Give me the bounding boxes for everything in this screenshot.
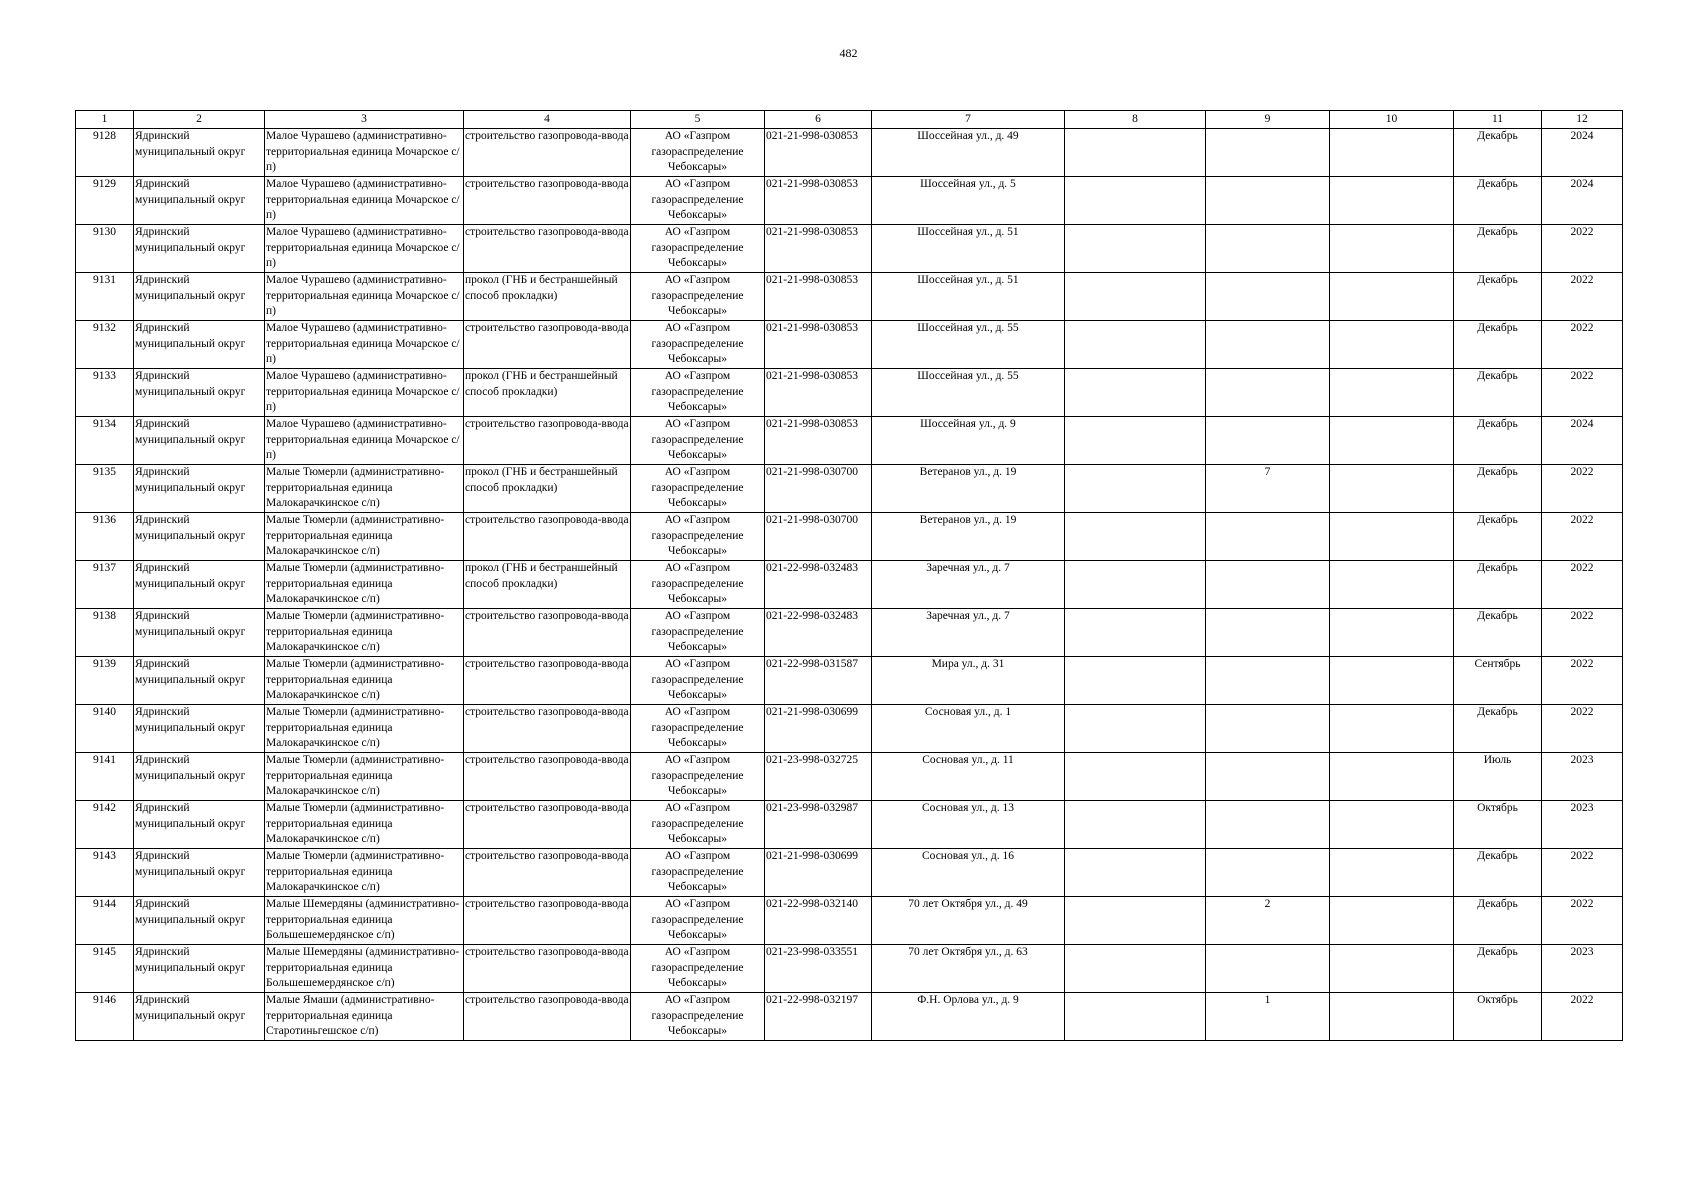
row-number-cell: 9130 [76, 225, 134, 273]
district-cell: Ядринский муниципальный округ [134, 225, 265, 273]
table-row [76, 609, 1623, 657]
row-number-cell: 9143 [76, 849, 134, 897]
organization-cell: АО «Газпром газораспределение Чебоксары» [631, 225, 765, 273]
column-10-cell [1330, 465, 1454, 513]
table-row [76, 705, 1623, 753]
object-code-cell: 021-21-998-030853 [765, 273, 872, 321]
month-cell: Декабрь [1454, 561, 1542, 609]
table-body [76, 129, 1623, 1041]
address-cell: Шоссейная ул., д. 49 [872, 129, 1065, 177]
year-cell: 2022 [1542, 561, 1623, 609]
settlement-cell: Малое Чурашево (административно-территориальная единица Мочарское с/п) [265, 177, 464, 225]
object-code-cell: 021-22-998-032483 [765, 609, 872, 657]
row-number-cell: 9146 [76, 993, 134, 1041]
column-10-cell [1330, 945, 1454, 993]
organization-cell: АО «Газпром газораспределение Чебоксары» [631, 465, 765, 513]
object-code-cell: 021-21-998-030853 [765, 225, 872, 273]
month-cell: Декабрь [1454, 225, 1542, 273]
table-row [76, 897, 1623, 945]
district-cell: Ядринский муниципальный округ [134, 561, 265, 609]
organization-cell: АО «Газпром газораспределение Чебоксары» [631, 561, 765, 609]
column-8-cell [1065, 753, 1206, 801]
month-cell: Октябрь [1454, 993, 1542, 1041]
work-type-cell: строительство газопровода-ввода [464, 801, 631, 849]
year-cell: 2022 [1542, 993, 1623, 1041]
work-type-cell: строительство газопровода-ввода [464, 945, 631, 993]
settlement-cell: Малое Чурашево (административно-территориальная единица Мочарское с/п) [265, 321, 464, 369]
table-row [76, 561, 1623, 609]
address-cell: Заречная ул., д. 7 [872, 609, 1065, 657]
month-cell: Октябрь [1454, 801, 1542, 849]
settlement-cell: Малые Шемердяны (административно-территориальная единица Большешемердянское с/п) [265, 945, 464, 993]
column-9-cell [1206, 369, 1330, 417]
column-10-cell [1330, 849, 1454, 897]
month-cell: Декабрь [1454, 609, 1542, 657]
year-cell: 2022 [1542, 321, 1623, 369]
settlement-cell: Малое Чурашево (административно-территориальная единица Мочарское с/п) [265, 417, 464, 465]
district-cell: Ядринский муниципальный округ [134, 993, 265, 1041]
column-8-cell [1065, 513, 1206, 561]
year-cell: 2022 [1542, 849, 1623, 897]
column-9-cell [1206, 129, 1330, 177]
organization-cell: АО «Газпром газораспределение Чебоксары» [631, 513, 765, 561]
table-row [76, 417, 1623, 465]
work-type-cell: строительство газопровода-ввода [464, 609, 631, 657]
column-9-cell: 7 [1206, 465, 1330, 513]
object-code-cell: 021-21-998-030853 [765, 177, 872, 225]
column-8-cell [1065, 129, 1206, 177]
column-9-cell [1206, 561, 1330, 609]
settlement-cell: Малые Шемердяны (административно-территориальная единица Большешемердянское с/п) [265, 897, 464, 945]
register-table [75, 110, 1623, 1041]
address-cell: Шоссейная ул., д. 55 [872, 369, 1065, 417]
column-9-cell [1206, 753, 1330, 801]
column-9-cell [1206, 849, 1330, 897]
column-10-cell [1330, 321, 1454, 369]
organization-cell: АО «Газпром газораспределение Чебоксары» [631, 945, 765, 993]
column-header-10: 10 [1330, 111, 1454, 129]
table-row [76, 225, 1623, 273]
object-code-cell: 021-22-998-032140 [765, 897, 872, 945]
month-cell: Декабрь [1454, 513, 1542, 561]
settlement-cell: Малое Чурашево (административно-территориальная единица Мочарское с/п) [265, 369, 464, 417]
work-type-cell: строительство газопровода-ввода [464, 129, 631, 177]
column-8-cell [1065, 417, 1206, 465]
address-cell: Шоссейная ул., д. 5 [872, 177, 1065, 225]
row-number-cell: 9134 [76, 417, 134, 465]
organization-cell: АО «Газпром газораспределение Чебоксары» [631, 177, 765, 225]
column-8-cell [1065, 273, 1206, 321]
column-9-cell [1206, 705, 1330, 753]
settlement-cell: Малое Чурашево (административно-территориальная единица Мочарское с/п) [265, 225, 464, 273]
settlement-cell: Малое Чурашево (административно-территориальная единица Мочарское с/п) [265, 129, 464, 177]
settlement-cell: Малые Ямаши (административно-территориальная единица Старотиньгешское с/п) [265, 993, 464, 1041]
column-9-cell [1206, 609, 1330, 657]
table-row [76, 321, 1623, 369]
column-8-cell [1065, 801, 1206, 849]
column-8-cell [1065, 993, 1206, 1041]
year-cell: 2024 [1542, 129, 1623, 177]
settlement-cell: Малые Тюмерли (административно-территориальная единица Малокарачкинское с/п) [265, 513, 464, 561]
organization-cell: АО «Газпром газораспределение Чебоксары» [631, 369, 765, 417]
year-cell: 2022 [1542, 513, 1623, 561]
column-8-cell [1065, 705, 1206, 753]
settlement-cell: Малые Тюмерли (административно-территориальная единица Малокарачкинское с/п) [265, 801, 464, 849]
table-row [76, 177, 1623, 225]
settlement-cell: Малые Тюмерли (административно-территориальная единица Малокарачкинское с/п) [265, 657, 464, 705]
row-number-cell: 9129 [76, 177, 134, 225]
column-header-7: 7 [872, 111, 1065, 129]
object-code-cell: 021-21-998-030699 [765, 849, 872, 897]
district-cell: Ядринский муниципальный округ [134, 753, 265, 801]
year-cell: 2022 [1542, 369, 1623, 417]
work-type-cell: прокол (ГНБ и бестраншейный способ прокладки) [464, 465, 631, 513]
column-10-cell [1330, 417, 1454, 465]
object-code-cell: 021-22-998-032197 [765, 993, 872, 1041]
year-cell: 2022 [1542, 657, 1623, 705]
object-code-cell: 021-23-998-033551 [765, 945, 872, 993]
column-10-cell [1330, 801, 1454, 849]
column-10-cell [1330, 177, 1454, 225]
column-10-cell [1330, 129, 1454, 177]
organization-cell: АО «Газпром газораспределение Чебоксары» [631, 801, 765, 849]
table-row [76, 849, 1623, 897]
work-type-cell: прокол (ГНБ и бестраншейный способ прокладки) [464, 369, 631, 417]
year-cell: 2022 [1542, 705, 1623, 753]
row-number-cell: 9141 [76, 753, 134, 801]
object-code-cell: 021-21-998-030699 [765, 705, 872, 753]
district-cell: Ядринский муниципальный округ [134, 417, 265, 465]
row-number-cell: 9139 [76, 657, 134, 705]
column-header-6: 6 [765, 111, 872, 129]
settlement-cell: Малое Чурашево (административно-территориальная единица Мочарское с/п) [265, 273, 464, 321]
work-type-cell: строительство газопровода-ввода [464, 417, 631, 465]
object-code-cell: 021-22-998-032483 [765, 561, 872, 609]
column-9-cell: 2 [1206, 897, 1330, 945]
row-number-cell: 9137 [76, 561, 134, 609]
column-9-cell [1206, 273, 1330, 321]
column-header-9: 9 [1206, 111, 1330, 129]
column-9-cell [1206, 801, 1330, 849]
column-header-12: 12 [1542, 111, 1623, 129]
month-cell: Декабрь [1454, 321, 1542, 369]
address-cell: Ветеранов ул., д. 19 [872, 465, 1065, 513]
district-cell: Ядринский муниципальный округ [134, 177, 265, 225]
object-code-cell: 021-21-998-030700 [765, 513, 872, 561]
column-8-cell [1065, 225, 1206, 273]
address-cell: Заречная ул., д. 7 [872, 561, 1065, 609]
work-type-cell: строительство газопровода-ввода [464, 177, 631, 225]
year-cell: 2022 [1542, 609, 1623, 657]
column-8-cell [1065, 849, 1206, 897]
district-cell: Ядринский муниципальный округ [134, 801, 265, 849]
month-cell: Декабрь [1454, 897, 1542, 945]
row-number-cell: 9138 [76, 609, 134, 657]
month-cell: Декабрь [1454, 129, 1542, 177]
column-9-cell [1206, 513, 1330, 561]
year-cell: 2022 [1542, 273, 1623, 321]
object-code-cell: 021-21-998-030853 [765, 417, 872, 465]
address-cell: Шоссейная ул., д. 51 [872, 225, 1065, 273]
object-code-cell: 021-22-998-031587 [765, 657, 872, 705]
table-row [76, 801, 1623, 849]
address-cell: Сосновая ул., д. 16 [872, 849, 1065, 897]
organization-cell: АО «Газпром газораспределение Чебоксары» [631, 897, 765, 945]
month-cell: Сентябрь [1454, 657, 1542, 705]
year-cell: 2024 [1542, 417, 1623, 465]
table-row [76, 273, 1623, 321]
address-cell: Сосновая ул., д. 11 [872, 753, 1065, 801]
settlement-cell: Малые Тюмерли (административно-территориальная единица Малокарачкинское с/п) [265, 849, 464, 897]
organization-cell: АО «Газпром газораспределение Чебоксары» [631, 417, 765, 465]
work-type-cell: прокол (ГНБ и бестраншейный способ прокладки) [464, 273, 631, 321]
table-row [76, 993, 1623, 1041]
object-code-cell: 021-23-998-032987 [765, 801, 872, 849]
row-number-cell: 9144 [76, 897, 134, 945]
district-cell: Ядринский муниципальный округ [134, 273, 265, 321]
table-row [76, 513, 1623, 561]
district-cell: Ядринский муниципальный округ [134, 609, 265, 657]
district-cell: Ядринский муниципальный округ [134, 657, 265, 705]
row-number-cell: 9128 [76, 129, 134, 177]
work-type-cell: строительство газопровода-ввода [464, 897, 631, 945]
settlement-cell: Малые Тюмерли (административно-территориальная единица Малокарачкинское с/п) [265, 705, 464, 753]
column-9-cell [1206, 225, 1330, 273]
work-type-cell: прокол (ГНБ и бестраншейный способ прокладки) [464, 561, 631, 609]
work-type-cell: строительство газопровода-ввода [464, 993, 631, 1041]
address-cell: Сосновая ул., д. 13 [872, 801, 1065, 849]
month-cell: Декабрь [1454, 177, 1542, 225]
table-row [76, 945, 1623, 993]
month-cell: Декабрь [1454, 273, 1542, 321]
month-cell: Декабрь [1454, 417, 1542, 465]
settlement-cell: Малые Тюмерли (административно-территориальная единица Малокарачкинское с/п) [265, 753, 464, 801]
month-cell: Декабрь [1454, 705, 1542, 753]
table-row [76, 753, 1623, 801]
column-10-cell [1330, 513, 1454, 561]
object-code-cell: 021-21-998-030853 [765, 369, 872, 417]
address-cell: Ф.Н. Орлова ул., д. 9 [872, 993, 1065, 1041]
address-cell: Шоссейная ул., д. 9 [872, 417, 1065, 465]
district-cell: Ядринский муниципальный округ [134, 945, 265, 993]
work-type-cell: строительство газопровода-ввода [464, 705, 631, 753]
district-cell: Ядринский муниципальный округ [134, 465, 265, 513]
work-type-cell: строительство газопровода-ввода [464, 849, 631, 897]
column-header-8: 8 [1065, 111, 1206, 129]
work-type-cell: строительство газопровода-ввода [464, 321, 631, 369]
organization-cell: АО «Газпром газораспределение Чебоксары» [631, 753, 765, 801]
year-cell: 2022 [1542, 225, 1623, 273]
table-row [76, 465, 1623, 513]
column-header-11: 11 [1454, 111, 1542, 129]
column-10-cell [1330, 993, 1454, 1041]
row-number-cell: 9142 [76, 801, 134, 849]
organization-cell: АО «Газпром газораспределение Чебоксары» [631, 129, 765, 177]
year-cell: 2022 [1542, 465, 1623, 513]
year-cell: 2024 [1542, 177, 1623, 225]
district-cell: Ядринский муниципальный округ [134, 897, 265, 945]
year-cell: 2022 [1542, 897, 1623, 945]
column-10-cell [1330, 897, 1454, 945]
column-10-cell [1330, 609, 1454, 657]
row-number-cell: 9131 [76, 273, 134, 321]
column-8-cell [1065, 897, 1206, 945]
address-cell: Шоссейная ул., д. 51 [872, 273, 1065, 321]
row-number-cell: 9133 [76, 369, 134, 417]
table-row [76, 657, 1623, 705]
year-cell: 2023 [1542, 801, 1623, 849]
table-header [76, 111, 1623, 129]
organization-cell: АО «Газпром газораспределение Чебоксары» [631, 849, 765, 897]
organization-cell: АО «Газпром газораспределение Чебоксары» [631, 657, 765, 705]
column-header-2: 2 [134, 111, 265, 129]
column-9-cell [1206, 321, 1330, 369]
table-row [76, 129, 1623, 177]
column-8-cell [1065, 465, 1206, 513]
month-cell: Декабрь [1454, 945, 1542, 993]
column-10-cell [1330, 369, 1454, 417]
column-10-cell [1330, 705, 1454, 753]
column-10-cell [1330, 561, 1454, 609]
settlement-cell: Малые Тюмерли (административно-территориальная единица Малокарачкинское с/п) [265, 465, 464, 513]
column-header-4: 4 [464, 111, 631, 129]
work-type-cell: строительство газопровода-ввода [464, 657, 631, 705]
column-9-cell [1206, 177, 1330, 225]
year-cell: 2023 [1542, 945, 1623, 993]
work-type-cell: строительство газопровода-ввода [464, 753, 631, 801]
settlement-cell: Малые Тюмерли (административно-территориальная единица Малокарачкинское с/п) [265, 609, 464, 657]
district-cell: Ядринский муниципальный округ [134, 369, 265, 417]
column-8-cell [1065, 321, 1206, 369]
column-8-cell [1065, 657, 1206, 705]
address-cell: 70 лет Октября ул., д. 63 [872, 945, 1065, 993]
district-cell: Ядринский муниципальный округ [134, 513, 265, 561]
address-cell: Шоссейная ул., д. 55 [872, 321, 1065, 369]
address-cell: Сосновая ул., д. 1 [872, 705, 1065, 753]
year-cell: 2023 [1542, 753, 1623, 801]
organization-cell: АО «Газпром газораспределение Чебоксары» [631, 705, 765, 753]
month-cell: Июль [1454, 753, 1542, 801]
row-number-cell: 9135 [76, 465, 134, 513]
object-code-cell: 021-21-998-030700 [765, 465, 872, 513]
address-cell: 70 лет Октября ул., д. 49 [872, 897, 1065, 945]
header-row [76, 111, 1623, 129]
organization-cell: АО «Газпром газораспределение Чебоксары» [631, 993, 765, 1041]
column-header-3: 3 [265, 111, 464, 129]
row-number-cell: 9136 [76, 513, 134, 561]
column-8-cell [1065, 945, 1206, 993]
row-number-cell: 9132 [76, 321, 134, 369]
object-code-cell: 021-21-998-030853 [765, 321, 872, 369]
organization-cell: АО «Газпром газораспределение Чебоксары» [631, 609, 765, 657]
column-8-cell [1065, 609, 1206, 657]
column-header-1: 1 [76, 111, 134, 129]
column-9-cell [1206, 657, 1330, 705]
address-cell: Ветеранов ул., д. 19 [872, 513, 1065, 561]
district-cell: Ядринский муниципальный округ [134, 849, 265, 897]
column-10-cell [1330, 753, 1454, 801]
column-8-cell [1065, 561, 1206, 609]
work-type-cell: строительство газопровода-ввода [464, 513, 631, 561]
row-number-cell: 9145 [76, 945, 134, 993]
column-9-cell: 1 [1206, 993, 1330, 1041]
address-cell: Мира ул., д. 31 [872, 657, 1065, 705]
work-type-cell: строительство газопровода-ввода [464, 225, 631, 273]
column-8-cell [1065, 177, 1206, 225]
object-code-cell: 021-23-998-032725 [765, 753, 872, 801]
organization-cell: АО «Газпром газораспределение Чебоксары» [631, 273, 765, 321]
district-cell: Ядринский муниципальный округ [134, 321, 265, 369]
month-cell: Декабрь [1454, 465, 1542, 513]
month-cell: Декабрь [1454, 369, 1542, 417]
column-header-5: 5 [631, 111, 765, 129]
row-number-cell: 9140 [76, 705, 134, 753]
table-row [76, 369, 1623, 417]
district-cell: Ядринский муниципальный округ [134, 129, 265, 177]
district-cell: Ядринский муниципальный округ [134, 705, 265, 753]
month-cell: Декабрь [1454, 849, 1542, 897]
column-8-cell [1065, 369, 1206, 417]
page-number: 482 [839, 46, 858, 60]
column-10-cell [1330, 273, 1454, 321]
column-10-cell [1330, 225, 1454, 273]
column-9-cell [1206, 945, 1330, 993]
column-9-cell [1206, 417, 1330, 465]
organization-cell: АО «Газпром газораспределение Чебоксары» [631, 321, 765, 369]
settlement-cell: Малые Тюмерли (административно-территориальная единица Малокарачкинское с/п) [265, 561, 464, 609]
column-10-cell [1330, 657, 1454, 705]
object-code-cell: 021-21-998-030853 [765, 129, 872, 177]
